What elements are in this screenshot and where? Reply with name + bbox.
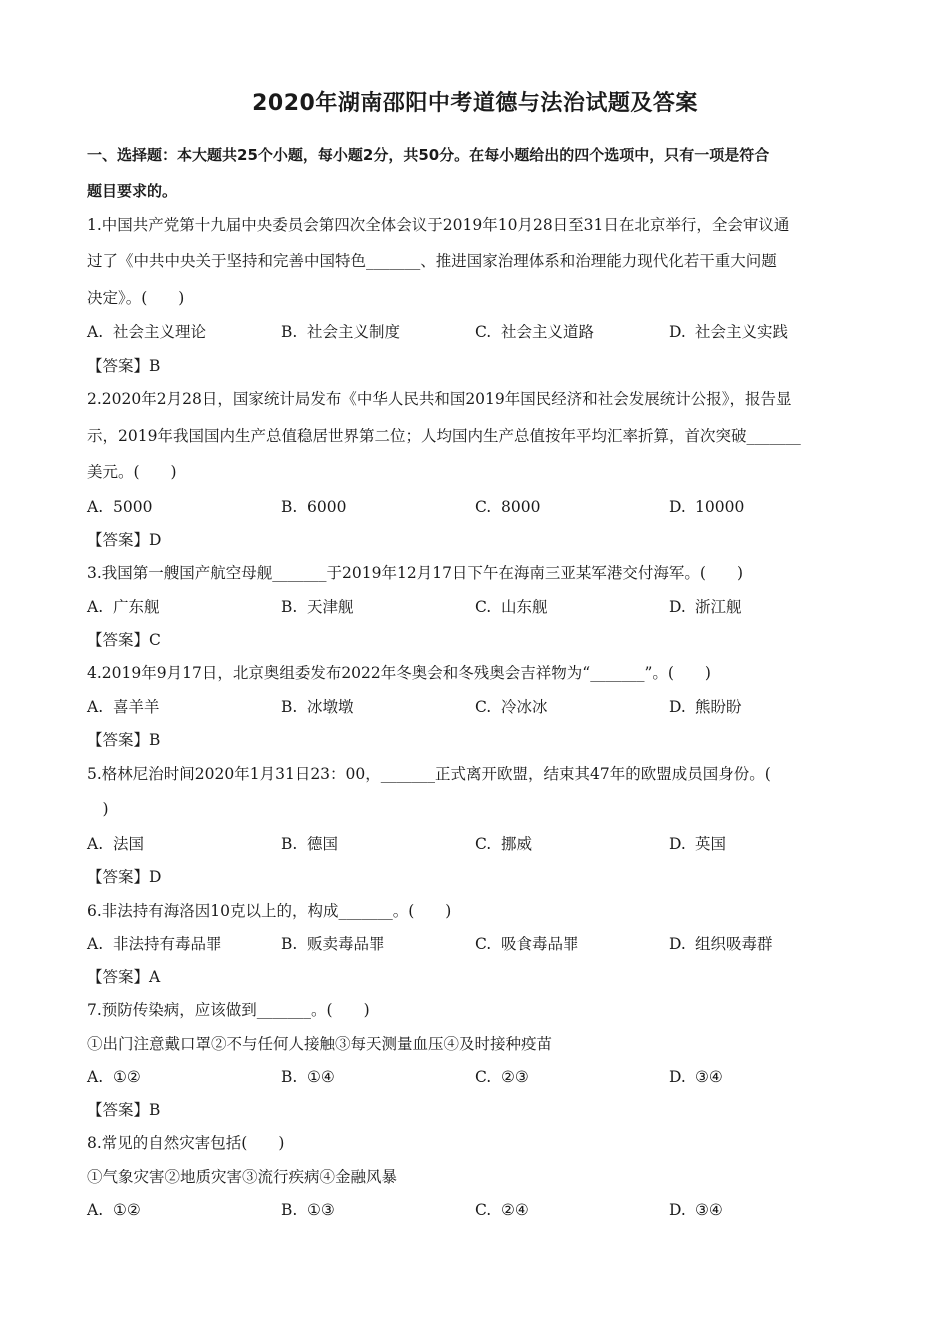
- option-a: [87, 497, 152, 517]
- option-letter: C.: [475, 498, 492, 516]
- option-d: [669, 497, 744, 517]
- answer-line: 【答案】B: [87, 357, 161, 375]
- question-text-line: 4.2019年9月17日，北京奥组委发布2022年冬奥会和冬残奥会吉祥物为“_______”。( ): [87, 664, 711, 682]
- option-letter: B.: [281, 698, 298, 716]
- option-d: [669, 697, 742, 717]
- option-letter: C.: [475, 323, 492, 341]
- option-letter: B.: [281, 598, 298, 616]
- option-letter: C.: [475, 1201, 492, 1219]
- option-letter: D.: [669, 323, 686, 341]
- option-text: ①②: [113, 1068, 141, 1086]
- option-d: [669, 934, 773, 954]
- option-letter: D.: [669, 498, 686, 516]
- question-text-line: 6.非法持有海洛因10克以上的，构成_______。( ): [87, 902, 452, 920]
- option-letter: B.: [281, 1068, 298, 1086]
- section-heading-line-1: 一、选择题：本大题共25个小题，每小题2分，共50分。在每小题给出的四个选项中，只有一项是符合: [87, 146, 770, 164]
- option-c: [475, 1067, 529, 1087]
- option-text: ③④: [695, 1201, 723, 1219]
- option-letter: A.: [87, 598, 104, 616]
- option-b: [281, 1067, 335, 1087]
- option-letter: A.: [87, 698, 104, 716]
- option-b: [281, 322, 400, 342]
- option-letter: A.: [87, 498, 104, 516]
- option-d: [669, 1200, 723, 1220]
- question-text-line: 美元。( ): [87, 463, 177, 481]
- question-text-line: 2.2020年2月28日，国家统计局发布《中华人民共和国2019年国民经济和社会发展统计公报》，报告显: [87, 390, 792, 408]
- option-text: 喜羊羊: [113, 698, 160, 716]
- option-a: [87, 834, 144, 854]
- question-text-line: ): [87, 800, 109, 818]
- option-letter: B.: [281, 935, 298, 953]
- answer-line: 【答案】B: [87, 1101, 161, 1119]
- question-text-line: 过了《中共中央关于坚持和完善中国特色_______、推进国家治理体系和治理能力现代化若干重大问题: [87, 252, 777, 270]
- option-text: 浙江舰: [695, 598, 742, 616]
- option-text: 法国: [113, 835, 145, 853]
- option-text: ①④: [307, 1068, 335, 1086]
- option-c: [475, 834, 532, 854]
- option-text: ①③: [307, 1201, 335, 1219]
- question-text-line: 决定》。( ): [87, 289, 185, 307]
- option-c: [475, 934, 579, 954]
- section-heading-line-2: 题目要求的。: [87, 182, 178, 200]
- option-letter: C.: [475, 935, 492, 953]
- question-text-line: 3.我国第一艘国产航空母舰_______于2019年12月17日下午在海南三亚某军港交付海军。( ): [87, 564, 744, 582]
- option-text: 非法持有毒品罪: [113, 935, 222, 953]
- option-a: [87, 597, 160, 617]
- option-letter: B.: [281, 323, 298, 341]
- answer-line: 【答案】D: [87, 868, 162, 886]
- option-d: [669, 834, 726, 854]
- option-text: 广东舰: [113, 598, 160, 616]
- option-text: 社会主义制度: [307, 323, 401, 341]
- option-letter: D.: [669, 935, 686, 953]
- option-letter: D.: [669, 1068, 686, 1086]
- option-text: ①②: [113, 1201, 141, 1219]
- option-text: 社会主义理论: [113, 323, 207, 341]
- option-text: ②④: [501, 1201, 529, 1219]
- option-text: 冰墩墩: [307, 698, 354, 716]
- option-text: 社会主义道路: [501, 323, 595, 341]
- option-letter: D.: [669, 1201, 686, 1219]
- option-letter: B.: [281, 1201, 298, 1219]
- option-letter: A.: [87, 1068, 104, 1086]
- question-text-line: 5.格林尼治时间2020年1月31日23：00，_______正式离开欧盟，结束其47年的欧盟成员国身份。(: [87, 765, 771, 783]
- option-text: 10000: [695, 498, 745, 516]
- option-a: [87, 934, 222, 954]
- option-letter: A.: [87, 835, 104, 853]
- option-a: [87, 1200, 141, 1220]
- option-letter: C.: [475, 835, 492, 853]
- option-text: ③④: [695, 1068, 723, 1086]
- option-c: [475, 497, 540, 517]
- option-text: 山东舰: [501, 598, 548, 616]
- option-b: [281, 697, 354, 717]
- answer-line: 【答案】A: [87, 968, 161, 986]
- option-a: [87, 322, 206, 342]
- option-c: [475, 1200, 529, 1220]
- option-b: [281, 597, 354, 617]
- option-c: [475, 697, 548, 717]
- option-letter: B.: [281, 498, 298, 516]
- option-text: 6000: [307, 498, 347, 516]
- option-a: [87, 1067, 141, 1087]
- option-b: [281, 834, 338, 854]
- option-text: 5000: [113, 498, 153, 516]
- question-text-line: 8.常见的自然灾害包括( ): [87, 1134, 285, 1152]
- answer-line: 【答案】C: [87, 631, 161, 649]
- option-letter: D.: [669, 598, 686, 616]
- option-text: 社会主义实践: [695, 323, 789, 341]
- answer-line: 【答案】D: [87, 531, 162, 549]
- option-d: [669, 1067, 723, 1087]
- option-text: 吸食毒品罪: [501, 935, 579, 953]
- option-text: 天津舰: [307, 598, 354, 616]
- option-c: [475, 597, 548, 617]
- option-text: 组织吸毒群: [695, 935, 773, 953]
- question-text-line: 7.预防传染病，应该做到_______。( ): [87, 1001, 370, 1019]
- option-letter: D.: [669, 835, 686, 853]
- option-b: [281, 1200, 335, 1220]
- option-d: [669, 322, 788, 342]
- question-text-line: 示，2019年我国国内生产总值稳居世界第二位；人均国内生产总值按年平均汇率折算，首次突破_______: [87, 427, 801, 445]
- option-letter: C.: [475, 598, 492, 616]
- question-text-line: ①出门注意戴口罩②不与任何人接触③每天测量血压④及时接种疫苗: [87, 1035, 553, 1053]
- option-a: [87, 697, 160, 717]
- option-letter: A.: [87, 935, 104, 953]
- option-letter: B.: [281, 835, 298, 853]
- option-text: ②③: [501, 1068, 529, 1086]
- option-text: 挪威: [501, 835, 533, 853]
- option-b: [281, 934, 385, 954]
- option-letter: A.: [87, 323, 104, 341]
- page-title: 2020年湖南邵阳中考道德与法治试题及答案: [252, 91, 698, 116]
- option-d: [669, 597, 742, 617]
- answer-line: 【答案】B: [87, 731, 161, 749]
- option-text: 熊盼盼: [695, 698, 742, 716]
- option-letter: D.: [669, 698, 686, 716]
- option-c: [475, 322, 594, 342]
- option-text: 冷冰冰: [501, 698, 548, 716]
- question-text-line: ①气象灾害②地质灾害③流行疾病④金融风暴: [87, 1168, 398, 1186]
- option-letter: C.: [475, 1068, 492, 1086]
- option-letter: A.: [87, 1201, 104, 1219]
- question-text-line: 1.中国共产党第十九届中央委员会第四次全体会议于2019年10月28日至31日在北京举行，全会审议通: [87, 216, 790, 234]
- option-b: [281, 497, 346, 517]
- option-text: 德国: [307, 835, 339, 853]
- option-text: 8000: [501, 498, 541, 516]
- option-letter: C.: [475, 698, 492, 716]
- option-text: 英国: [695, 835, 727, 853]
- option-text: 贩卖毒品罪: [307, 935, 385, 953]
